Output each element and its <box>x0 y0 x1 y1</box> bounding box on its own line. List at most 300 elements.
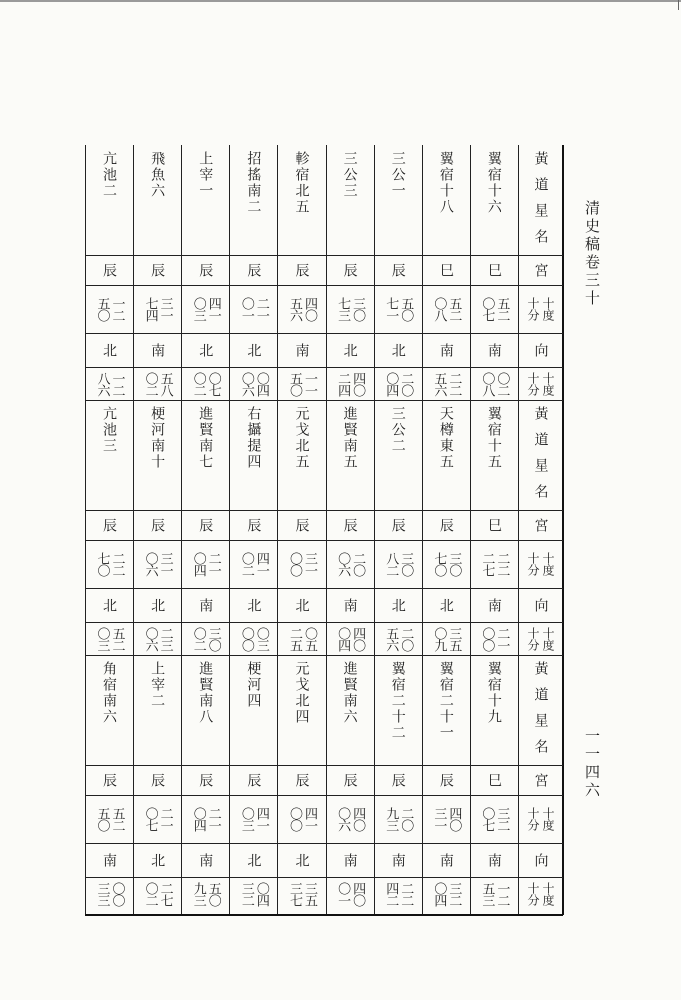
longitude-value-part: 二七 <box>479 552 495 576</box>
latitude-value-part: 〇二 <box>190 626 206 651</box>
running-title: 清史稿卷三十 <box>583 200 601 308</box>
direction-cell <box>277 333 325 367</box>
longitude-value-part: 八二 <box>383 552 399 576</box>
latitude-value <box>383 627 412 651</box>
latitude-value-part: 二〇 <box>398 371 414 396</box>
longitude-value-part: 二一 <box>253 297 269 321</box>
palace-cell <box>374 765 422 795</box>
palace-value: 辰 <box>197 262 214 278</box>
table-bottom-rule <box>85 914 563 916</box>
longitude-value <box>143 552 172 576</box>
direction-value: 北 <box>245 597 262 613</box>
direction-cell <box>181 843 229 877</box>
latitude-cell <box>85 877 133 910</box>
longitude-cell <box>326 285 374 333</box>
longitude-value-part: 五二 <box>109 807 125 831</box>
latitude-value-part: 三二 <box>446 881 462 906</box>
star-name: 三公二 <box>389 406 406 454</box>
latitude-value <box>95 882 124 906</box>
star-name-cell <box>326 145 374 255</box>
latitude-value-part: 〇四 <box>431 881 447 906</box>
palace-value: 辰 <box>245 517 262 533</box>
longitude-value-part: 三〇 <box>446 552 462 576</box>
longitude-value-part: 三〇 <box>398 552 414 576</box>
longitude-value-part: 〇三 <box>238 807 254 831</box>
star-name-cell <box>422 655 470 765</box>
latitude-value-part: 〇四 <box>253 881 269 906</box>
star-name-cell <box>85 400 133 510</box>
direction-cell <box>470 843 518 877</box>
header-latitude-label-part: 十分 <box>526 626 540 651</box>
palace-value: 辰 <box>149 772 166 788</box>
longitude-value-part: 四一 <box>205 297 221 321</box>
palace-cell <box>374 255 422 285</box>
longitude-value-part: 四一 <box>253 552 269 576</box>
latitude-cell <box>277 877 325 910</box>
palace-value: 辰 <box>389 517 406 533</box>
direction-cell <box>326 333 374 367</box>
star-name-cell <box>133 400 181 510</box>
palace-cell <box>133 765 181 795</box>
palace-cell <box>229 255 277 285</box>
latitude-value-part: 〇三 <box>253 626 269 651</box>
direction-cell <box>133 333 181 367</box>
latitude-value-part: 五二 <box>109 626 125 651</box>
longitude-value <box>239 297 268 321</box>
latitude-value-part: 八六 <box>94 371 110 396</box>
longitude-cell <box>85 795 133 843</box>
palace-cell <box>470 510 518 540</box>
longitude-value-part: 三二 <box>494 807 510 831</box>
latitude-cell <box>85 622 133 655</box>
longitude-cell <box>422 795 470 843</box>
latitude-cell <box>133 367 181 400</box>
latitude-value <box>431 627 460 651</box>
latitude-cell <box>181 367 229 400</box>
longitude-value-part: 二二 <box>494 552 510 576</box>
longitude-cell <box>133 285 181 333</box>
longitude-value-part: 〇六 <box>142 552 158 576</box>
palace-cell <box>326 765 374 795</box>
header-direction-label: 向 <box>532 852 549 868</box>
star-name-cell <box>181 655 229 765</box>
palace-value: 辰 <box>101 262 118 278</box>
header-xiang-cell <box>518 843 563 877</box>
header-dufen-cell <box>518 795 563 843</box>
star-name-cell <box>229 145 277 255</box>
page-top-edge <box>0 0 681 2</box>
star-name: 元戈北四 <box>293 661 310 725</box>
longitude-value <box>287 297 316 321</box>
longitude-cell <box>181 540 229 588</box>
palace-cell <box>277 255 325 285</box>
longitude-cell <box>229 540 277 588</box>
header-degree-minute-label-part: 十度 <box>541 552 555 576</box>
direction-cell <box>229 843 277 877</box>
longitude-value <box>479 807 508 831</box>
palace-cell <box>422 510 470 540</box>
longitude-cell <box>470 540 518 588</box>
longitude-cell <box>326 540 374 588</box>
header-palace-label: 宮 <box>532 517 549 533</box>
longitude-value <box>287 807 316 831</box>
header-xiang-cell <box>518 333 563 367</box>
star-name: 右攝提四 <box>245 406 262 470</box>
latitude-cell <box>326 367 374 400</box>
direction-cell <box>470 333 518 367</box>
star-name-cell <box>470 145 518 255</box>
longitude-cell <box>181 795 229 843</box>
palace-cell <box>470 765 518 795</box>
header-degree-minute-label-part: 十度 <box>541 297 555 321</box>
latitude-value-part: 五〇 <box>205 881 221 906</box>
direction-cell <box>181 333 229 367</box>
direction-value: 南 <box>101 852 118 868</box>
header-latitude-label-part: 十分 <box>526 371 540 396</box>
latitude-value <box>431 372 460 396</box>
header-degree-minute-label-part: 十度 <box>541 807 555 831</box>
latitude-value <box>191 372 220 396</box>
latitude-value-part: 二〇 <box>398 626 414 651</box>
star-name: 翼宿十六 <box>485 151 502 215</box>
latitude-value <box>191 627 220 651</box>
palace-value: 辰 <box>341 262 358 278</box>
direction-value: 北 <box>293 597 310 613</box>
latitude-value <box>479 882 508 906</box>
latitude-value-part: 二七 <box>157 881 173 906</box>
palace-cell <box>470 255 518 285</box>
longitude-value-part: 〇六 <box>335 552 351 576</box>
palace-value: 辰 <box>101 517 118 533</box>
longitude-value <box>239 807 268 831</box>
latitude-cell <box>422 367 470 400</box>
latitude-value <box>479 372 508 396</box>
longitude-value-part: 〇七 <box>479 297 495 321</box>
latitude-value-part: 〇二 <box>190 371 206 396</box>
palace-cell <box>277 765 325 795</box>
header-star-name-label: 黃道星名 <box>532 661 549 765</box>
longitude-value <box>431 807 460 831</box>
direction-value: 北 <box>101 597 118 613</box>
direction-value: 南 <box>197 597 214 613</box>
header-name-cell <box>518 400 563 510</box>
latitude-value-part: 二四 <box>335 371 351 396</box>
longitude-cell <box>85 285 133 333</box>
longitude-value <box>335 807 364 831</box>
header-latitude-label-part: 十度 <box>541 371 555 396</box>
header-latitude-label-part: 十度 <box>541 881 555 906</box>
latitude-value-part: 〇二 <box>142 371 158 396</box>
star-name: 翼宿十九 <box>485 661 502 725</box>
star-name: 翼宿十八 <box>437 151 454 215</box>
latitude-value-part: 三三 <box>94 881 110 906</box>
star-name: 翼宿二十二 <box>389 661 406 741</box>
star-name-cell <box>422 145 470 255</box>
direction-cell <box>422 333 470 367</box>
longitude-value <box>95 552 124 576</box>
latitude-cell <box>374 877 422 910</box>
latitude-value-part: 四〇 <box>350 371 366 396</box>
latitude-value-part: 〇五 <box>301 626 317 651</box>
palace-value: 辰 <box>293 517 310 533</box>
star-name: 進賢南五 <box>341 406 358 470</box>
longitude-value-part: 四〇 <box>350 807 366 831</box>
header-direction-label: 向 <box>532 597 549 613</box>
palace-value: 辰 <box>149 262 166 278</box>
latitude-value <box>335 627 364 651</box>
header-name-cell <box>518 145 563 255</box>
latitude-value-part: 〇七 <box>205 371 221 396</box>
header-degree-minute-label <box>526 552 555 576</box>
direction-cell <box>470 588 518 622</box>
longitude-value <box>383 552 412 576</box>
longitude-value-part: 〇四 <box>190 552 206 576</box>
latitude-value-part: 三〇 <box>205 626 221 651</box>
longitude-value-part: 三一 <box>157 552 173 576</box>
latitude-value-part: 三七 <box>286 881 302 906</box>
page-corner-mark <box>678 0 679 10</box>
latitude-value <box>95 627 124 651</box>
palace-cell <box>374 510 422 540</box>
header-degree-minute-label-part: 十分 <box>526 297 540 321</box>
latitude-value-part: 二二 <box>398 881 414 906</box>
latitude-value-part: 二一 <box>494 626 510 651</box>
latitude-value-part: 二二 <box>446 371 462 396</box>
longitude-value-part: 四一 <box>301 807 317 831</box>
longitude-value-part: 五六 <box>286 297 302 321</box>
latitude-value <box>287 882 316 906</box>
longitude-cell <box>470 795 518 843</box>
latitude-cell <box>470 367 518 400</box>
star-name: 三公三 <box>341 151 358 199</box>
longitude-value-part: 〇七 <box>142 807 158 831</box>
latitude-value-part: 〇四 <box>383 371 399 396</box>
star-name-cell <box>229 400 277 510</box>
latitude-cell <box>181 622 229 655</box>
longitude-cell <box>374 540 422 588</box>
palace-value: 辰 <box>149 517 166 533</box>
direction-cell <box>277 843 325 877</box>
longitude-value <box>143 297 172 321</box>
header-xiang-cell <box>518 588 563 622</box>
longitude-value-part: 二一 <box>205 807 221 831</box>
latitude-value <box>431 882 460 906</box>
star-name-cell <box>277 400 325 510</box>
latitude-value-part: 〇六 <box>142 626 158 651</box>
latitude-value <box>239 372 268 396</box>
longitude-value-part: 四〇 <box>301 297 317 321</box>
latitude-value-part: 一一 <box>301 371 317 396</box>
header-latitude-label <box>526 627 555 651</box>
palace-value: 辰 <box>341 517 358 533</box>
longitude-value <box>383 297 412 321</box>
latitude-value-part: 五六 <box>383 626 399 651</box>
longitude-value <box>335 297 364 321</box>
longitude-value <box>335 552 364 576</box>
latitude-value <box>479 627 508 651</box>
header-star-name-label: 黃道星名 <box>532 406 549 510</box>
longitude-value-part: 三一 <box>301 552 317 576</box>
star-name: 飛魚六 <box>149 151 166 199</box>
palace-cell <box>422 255 470 285</box>
longitude-cell <box>374 285 422 333</box>
palace-value: 辰 <box>293 262 310 278</box>
direction-cell <box>85 588 133 622</box>
longitude-value-part: 二一 <box>205 552 221 576</box>
latitude-value-part: 四〇 <box>350 626 366 651</box>
direction-value: 南 <box>485 597 502 613</box>
direction-value: 南 <box>149 342 166 358</box>
star-name: 進賢南六 <box>341 661 358 725</box>
header-degree-minute-label <box>526 297 555 321</box>
longitude-value-part: 七〇 <box>94 552 110 576</box>
longitude-value-part: 二〇 <box>398 807 414 831</box>
latitude-value-part: 三五 <box>446 626 462 651</box>
longitude-value-part: 一二 <box>109 297 125 321</box>
star-name: 梗河南十 <box>149 406 166 470</box>
star-name: 翼宿二十一 <box>437 661 454 741</box>
latitude-value <box>239 627 268 651</box>
longitude-value <box>95 297 124 321</box>
direction-value: 南 <box>437 342 454 358</box>
star-name-cell <box>374 145 422 255</box>
direction-value: 北 <box>245 342 262 358</box>
direction-value: 北 <box>245 852 262 868</box>
palace-cell <box>422 765 470 795</box>
latitude-value <box>383 882 412 906</box>
star-name: 招搖南二 <box>245 151 262 215</box>
latitude-value-part: 〇一 <box>335 881 351 906</box>
star-name: 進賢南七 <box>197 406 214 470</box>
header-degree-minute-label-part: 十分 <box>526 807 540 831</box>
longitude-value <box>239 552 268 576</box>
longitude-cell <box>374 795 422 843</box>
longitude-value <box>143 807 172 831</box>
latitude-cell <box>277 367 325 400</box>
palace-value: 辰 <box>101 772 118 788</box>
longitude-value-part: 〇八 <box>431 297 447 321</box>
longitude-value-part: 三一 <box>157 297 173 321</box>
latitude-value-part: 一二 <box>109 371 125 396</box>
latitude-value-part: 〇四 <box>335 626 351 651</box>
header-name-cell <box>518 655 563 765</box>
direction-value: 南 <box>437 852 454 868</box>
longitude-cell <box>277 795 325 843</box>
palace-cell <box>85 765 133 795</box>
latitude-cell <box>229 622 277 655</box>
star-name: 上宰一 <box>197 151 214 199</box>
star-name: 梗河四 <box>245 661 262 709</box>
latitude-value <box>287 627 316 651</box>
latitude-cell <box>422 877 470 910</box>
longitude-value <box>431 297 460 321</box>
longitude-cell <box>422 285 470 333</box>
longitude-value <box>95 807 124 831</box>
latitude-value-part: 四二 <box>383 881 399 906</box>
longitude-value-part: 三〇 <box>350 297 366 321</box>
latitude-value-part: 〇四 <box>253 371 269 396</box>
header-palace-label: 宮 <box>532 772 549 788</box>
direction-cell <box>133 843 181 877</box>
star-name: 進賢南八 <box>197 661 214 725</box>
latitude-value-part: 三五 <box>301 881 317 906</box>
header-star-name-label: 黃道星名 <box>532 151 549 255</box>
direction-value: 南 <box>485 852 502 868</box>
star-name-cell <box>470 655 518 765</box>
longitude-value-part: 七〇 <box>431 552 447 576</box>
direction-cell <box>181 588 229 622</box>
latitude-cell <box>85 367 133 400</box>
star-name: 亢池二 <box>101 151 118 199</box>
latitude-cell <box>422 622 470 655</box>
longitude-value-part: 九三 <box>383 807 399 831</box>
longitude-value <box>287 552 316 576</box>
latitude-value-part: 〇〇 <box>238 626 254 651</box>
longitude-value-part: 五二 <box>494 297 510 321</box>
direction-cell <box>374 843 422 877</box>
header-latitude-label <box>526 882 555 906</box>
header-degree-minute-label <box>526 807 555 831</box>
latitude-value <box>95 372 124 396</box>
direction-value: 南 <box>341 852 358 868</box>
latitude-cell <box>133 877 181 910</box>
palace-value: 辰 <box>293 772 310 788</box>
star-name-cell <box>85 145 133 255</box>
header-gong-cell <box>518 255 563 285</box>
palace-cell <box>181 765 229 795</box>
latitude-value-part: 三二 <box>238 881 254 906</box>
direction-value: 北 <box>197 342 214 358</box>
longitude-cell <box>470 285 518 333</box>
star-name-cell <box>326 400 374 510</box>
longitude-value-part: 〇六 <box>335 807 351 831</box>
direction-value: 北 <box>437 597 454 613</box>
palace-cell <box>277 510 325 540</box>
direction-value: 南 <box>341 597 358 613</box>
star-name-cell <box>85 655 133 765</box>
direction-value: 南 <box>485 342 502 358</box>
latitude-value-part: 四〇 <box>350 881 366 906</box>
latitude-value-part: 二三 <box>157 626 173 651</box>
header-dufen2-cell <box>518 367 563 400</box>
longitude-cell <box>277 540 325 588</box>
palace-cell <box>133 255 181 285</box>
direction-cell <box>85 333 133 367</box>
latitude-value <box>191 882 220 906</box>
latitude-value-part: 〇六 <box>238 371 254 396</box>
header-dufen2-cell <box>518 877 563 910</box>
longitude-value-part: 〇〇 <box>286 552 302 576</box>
star-name-cell <box>229 655 277 765</box>
latitude-value-part: 〇九 <box>431 626 447 651</box>
longitude-value <box>191 807 220 831</box>
latitude-value-part: 〇三 <box>94 626 110 651</box>
latitude-cell <box>181 877 229 910</box>
latitude-value <box>335 372 364 396</box>
latitude-value <box>143 372 172 396</box>
star-name-cell <box>277 145 325 255</box>
longitude-value-part: 〇四 <box>190 807 206 831</box>
latitude-cell <box>470 622 518 655</box>
direction-value: 北 <box>149 852 166 868</box>
longitude-value-part: 〇一 <box>238 297 254 321</box>
latitude-value-part: 五八 <box>157 371 173 396</box>
latitude-value <box>143 882 172 906</box>
longitude-value-part: 〇七 <box>479 807 495 831</box>
longitude-value-part: 七四 <box>142 297 158 321</box>
star-name-cell <box>181 400 229 510</box>
latitude-value <box>287 372 316 396</box>
